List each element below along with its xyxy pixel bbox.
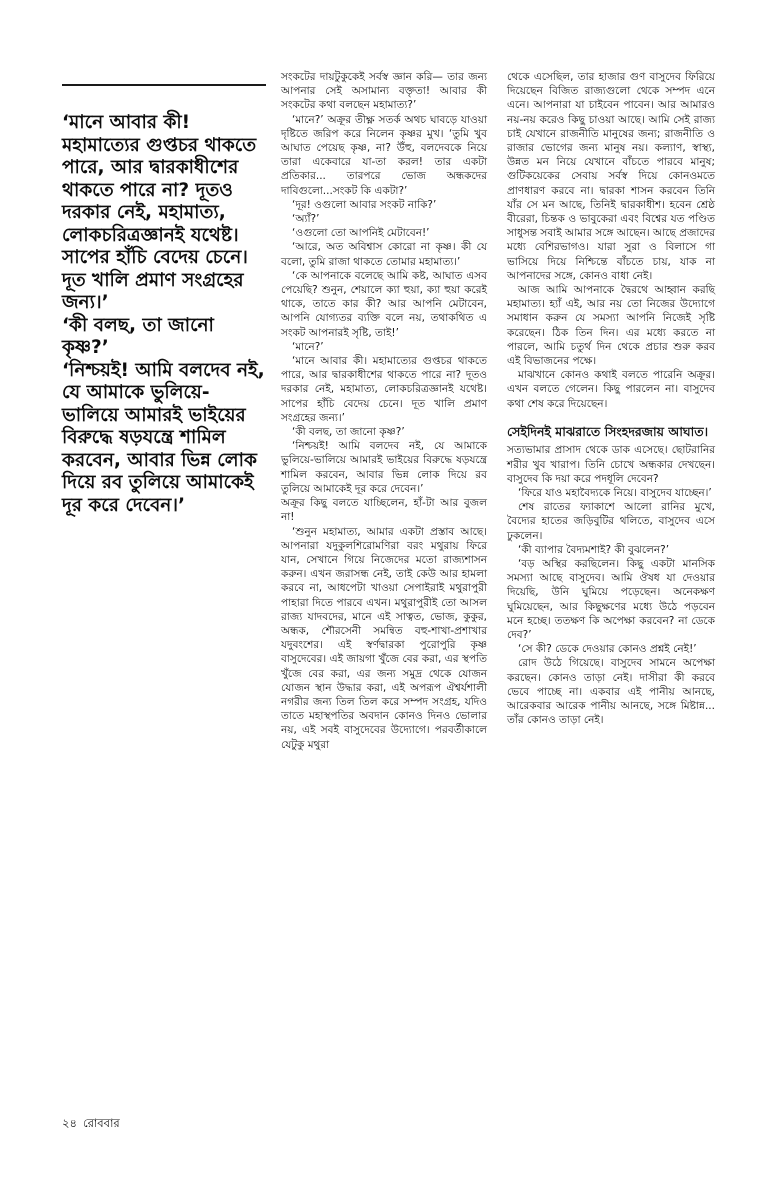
body-paragraph: ‘কী বলছ, তা জানো কৃষ্ণ?’ bbox=[292, 426, 405, 439]
column-left bbox=[62, 84, 266, 517]
body-paragraph: সংকটের দায়টুকুকেই সর্বস্ব জ্ঞান করি— তার জন্য আপনার সেই অসামান্য বক্তৃতা! আবার কী সংকটের কথা বলছেন মহামাত্য?’ bbox=[281, 71, 487, 112]
body-paragraph: ‘ফিরে যাও মহাবৈদ্যকে নিয়ে। বাসুদেব যাচ্ছেন।’ bbox=[518, 486, 712, 499]
section-subhead: সেইদিনই মাঝরাতে সিংহদরজায় আঘাত। bbox=[507, 423, 709, 439]
body-paragraph: ‘মানে?’ অক্রূর তীক্ষ্ণ সতর্ক অথচ ঘাবড়ে যাওয়া দৃষ্টিতে জরিপ করে নিলেন কৃষ্ণর মুখ। ‘তুমি খুব আঘাত পেয়েছ কৃষ্ণ, না? উঁহু, বলদেবকে নিয়ে তারা একেবারে যা-তা করল! তার একটা প্রতিকার... তারপরে ভোজ অন্ধকদের দাবিগুলো...সংকট কি একটা?’ bbox=[281, 113, 487, 197]
pull-quote-paragraph: ‘কী বলছ, তা জানো কৃষ্ণ?’ bbox=[62, 314, 214, 358]
body-paragraph: ‘মানে আবার কী। মহামাত্যের গুপ্তচর থাকতে পারে, আর দ্বারকাধীশের থাকতে পারে না? দূতও দরকার নেই, মহামাত্য, লোকচরিত্রজ্ঞানই যথেষ্ট। সাপের হাঁচি বেদেয় চেনে। দূত খালি প্রমাণ সংগ্রহের জন্য।’ bbox=[281, 355, 487, 424]
body-paragraph: থেকে এসেছিল, তার হাজার গুণ বাসুদেব ফিরিয়ে দিয়েছেন বিজিত রাজ্যগুলো থেকে সম্পদ এনে এনে। আপনারা যা চাইবেন পাবেন। আর আমারও নয়-নয় করেও কিছু চাওয়া আছে। আমি সেই রাজ্য চাই যেখানে রাজনীতি মানুষের জন্য; রাজনীতি ও রাজার ভোগের জন্য মানুষ নয়। কল্যাণ, স্বাস্থ্য, উন্নত মন নিয়ে যেখানে বাঁচতে পারবে মানুষ; গুটিকয়েকের সেবায় সর্বস্ব দিয়ে কোনওমতে প্রাণধারণ করবে না। দ্বারকা শাসন করবেন তিনি যাঁর সে মন আছে, তিনিই দ্বারকাধীশ। হবেন শ্রেষ্ঠ বীরেরা, চিন্তক ও ভাবুকেরা এবং বিশ্বের যত পণ্ডিত সাধুসন্ত সবাই আমার সঙ্গে আছেন। আছে প্রজাদের মধ্যে বেশিরভাগও। যারা সুরা ও বিলাসে গা ভাসিয়ে দিয়ে নিশ্চিন্তে বাঁচতে চায়, যাক না আপনাদের সঙ্গে, কোনও বাধা নেই। bbox=[507, 71, 715, 282]
body-paragraph: ‘বড় অস্থির করছিলেন। কিছু একটা মানসিক সমস্যা আছে বাসুদেব। আমি ঔষধ যা দেওয়ার দিয়েছি, উনি ঘুমিয়ে পড়েছেন। অনেকক্ষণ ঘুমিয়েছেন, আর কিছুক্ষণের মধ্যে উঠে পড়বেন মনে হচ্ছে। ততক্ষণ কি অপেক্ষা করবেন? না ডেকে দেব?’ bbox=[507, 558, 715, 642]
body-paragraph: ‘কে আপনাকে বলেছে আমি কষ্ট, আঘাত এসব পেয়েছি? শুনুন, শেয়ালে ক্যা হুয়া, ক্যা হুয়া করেই থাকে, তাতে কার কী? আর আপনি মেটাবেন, আপনি যোগ্যতর ব্যক্তি বলে নয়, তথাকথিত এ সংকট আপনারই সৃষ্টি, তাই!’ bbox=[281, 269, 487, 339]
body-paragraph: ‘নিশ্চয়ই! আমি বলদেব নই, যে আমাকে ভুলিয়ে-ভালিয়ে আমারই ভাইয়ের বিরুদ্ধে ষড়যন্ত্রে শামিল করবেন, আবার ভিন্ন লোক দিয়ে রব তুলিয়ে আমাকেই দূর করে দেবেন।’ bbox=[281, 440, 487, 495]
page-number: ২৪ bbox=[62, 1116, 77, 1130]
body-paragraph: আজ আমি আপনাকে দ্বৈরথে আহ্বান করছি মহামাত্য। হ্যাঁ এই, আর নয় তো নিজের উদ্যোগে সমাধান করুন যে সমস্যা আপনি নিজেই সৃষ্টি করেছেন। ঠিক তিন দিন। এর মধ্যে করতে না পারলে, আমি চতুর্থ দিন থেকে প্রচার শুরু করব এই বিভাজনের পক্ষে। bbox=[507, 284, 715, 368]
body-paragraph: মাঝখানে কোনও কথাই বলতে পারেনি অক্রূর। এখন বলতে গেলেন। কিছু পারলেন না। বাসুদেব কথা শেষ করে দিয়েছেন। bbox=[507, 369, 715, 410]
body-paragraph: ‘ওগুলো তো আপনিই মেটাবেন!’ bbox=[292, 227, 430, 240]
body-paragraph: শেষ রাতের ফ্যাকাশে আলো রানির মুখে, বৈদ্যের হাতের জড়িবুটির থলিতে, বাসুদেব এসে ঢুকলেন। bbox=[507, 501, 715, 542]
body-paragraph: ‘মানে?’ bbox=[292, 340, 324, 353]
pull-quote-paragraph: ‘নিশ্চয়ই! আমি বলদেব নই, যে আমাকে ভুলিয়ে-ভালিয়ে আমারই ভাইয়ের বিরুদ্ধে ষড়যন্ত্রে শামিল করবেন, আবার ভিন্ন লোক দিয়ে রব তুলিয়ে আমাকেই দূর করে দেবেন।’ bbox=[62, 359, 265, 516]
page-footer bbox=[62, 1116, 120, 1130]
column-right bbox=[507, 70, 715, 727]
body-paragraph: অক্রূর কিছু বলতে যাচ্ছিলেন, হাঁ-টা আর বুজল না! bbox=[281, 497, 487, 524]
body-paragraph: ‘সে কী? ডেকে দেওয়ার কোনও প্রশ্নই নেই!’ bbox=[518, 643, 697, 656]
body-paragraph: ‘শুনুন মহামাত্য, আমার একটা প্রস্তাব আছে। আপনারা যদুকুলশিরোমণিরা বরং মথুরায় ফিরে যান, সেখানে গিয়ে নিজেদের মতো রাজ্যশাসন করুন। এখন জরাসন্ধ নেই, তাই কেউ আর হামলা করবে না, আধপেটা খাওয়া সেপাইরাই মথুরাপুরী পাহারা দিতে পারবে এখন। মথুরাপুরীই তো আসল রাজ্য যাদবদের, মানে এই সাত্বত, ভোজ, কুকুর, অন্ধক, শৌরসেনী সমন্বিত বহু-শাখা-প্রশাখার যদুবংশের। এই স্বর্ণদ্বারকা পুরোপুরি কৃষ্ণ বাসুদেবের। এই জায়গা খুঁজে বের করা, এর স্থপতি খুঁজে বের করা, এর জন্য সমুদ্র থেকে যোজন যোজন স্থান উদ্ধার করা, এই অপরূপ ঐশ্বর্যশালী নগরীর জন্য তিল তিল করে সম্পদ সংগ্রহ, যদিও তাতে মহাস্থপতির অবদান কোনও দিনও ভোলার নয়, এই সবই বাসুদেবের উদ্যোগে। পরবর্তীকালে যেটুকু মথুরা bbox=[281, 525, 487, 751]
body-paragraph: ‘কী ব্যাপার বৈদ্যমশাই? কী বুঝলেন?’ bbox=[518, 543, 670, 556]
pull-quote bbox=[62, 112, 266, 517]
body-paragraph: ‘দূর! ওগুলো আবার সংকট নাকি?’ bbox=[292, 198, 437, 211]
top-rule bbox=[62, 84, 266, 86]
body-paragraph: ‘আরে, অত অবিশ্বাস কোরো না কৃষ্ণ। কী যে বলো, তুমি রাজা থাকতে তোমার মহামাত্য।’ bbox=[281, 241, 487, 268]
magazine-title: রোববার bbox=[82, 1116, 120, 1130]
column-middle bbox=[281, 70, 487, 752]
body-paragraph: ‘অ্যাঁ?’ bbox=[292, 213, 320, 226]
body-paragraph: সত্যভামার প্রাসাদ থেকে ডাক এসেছে। ছোটরানির শরীর খুব খারাপ। তিনি চোখে অন্ধকার দেখছেন। বাসুদেব কি দয়া করে পদধূলি দেবেন? bbox=[507, 444, 715, 485]
body-paragraph: রোদ উঠে গিয়েছে। বাসুদেব সামনে অপেক্ষা করছেন। কোনও তাড়া নেই। দাসীরা কী করবে ভেবে পাচ্ছে না। একবার এই পানীয় আনছে, আরেকবার আরেক পানীয় আনছে, সঙ্গে মিষ্টান্ন... তাঁর কোনও তাড়া নেই। bbox=[507, 657, 715, 727]
pull-quote-paragraph: ‘মানে আবার কী! মহামাত্যের গুপ্তচর থাকতে পারে, আর দ্বারকাধীশের থাকতে পারে না? দূতও দরকার নেই, মহামাত্য, লোকচরিত্রজ্ঞানই যথেষ্ট। সাপের হাঁচি বেদেয় চেনে। দূত খালি প্রমাণ সংগ্রহের জন্য।’ bbox=[62, 112, 257, 313]
